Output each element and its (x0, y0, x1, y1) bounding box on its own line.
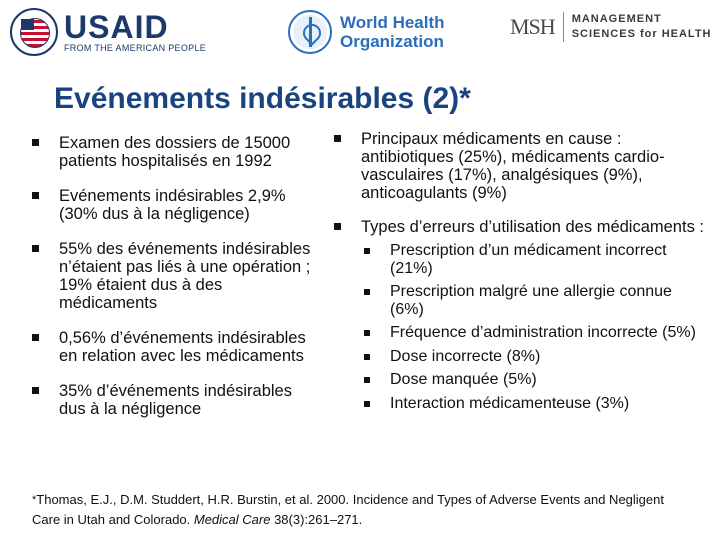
msh-mark: MSH (510, 14, 555, 39)
error-type-item: Fréquence d’administration incorrecte (5%) (362, 324, 707, 342)
msh-logo (510, 12, 712, 42)
footnote-citation: Thomas, E.J., D.M. Studdert, H.R. Burstin, et al. 2000. Incidence and Types of Adverse Events and Negligent Care in Utah and Colorado. (32, 492, 664, 527)
who-logo (288, 10, 445, 54)
slide-title: Evénements indésirables (2)* (54, 82, 471, 115)
error-type-item: Dose incorrecte (8%) (362, 348, 707, 366)
right-column (332, 130, 707, 418)
footnote-journal: Medical Care (193, 512, 271, 527)
usaid-seal-icon (10, 8, 58, 56)
left-bullet: 35% d’événements indésirables dus à la négligence (30, 382, 320, 418)
footnote-marker: * (32, 494, 37, 506)
who-emblem-icon (288, 10, 332, 54)
left-bullet: Evénements indésirables 2,9% (30% dus à la négligence) (30, 187, 320, 223)
usaid-logo (10, 8, 206, 56)
left-bullet: 0,56% d’événements indésirables en relation avec les médicaments (30, 329, 320, 365)
left-bullet: Examen des dossiers de 15000 patients hospitalisés en 1992 (30, 134, 320, 170)
msh-name-line2: SCIENCES for HEALTH (571, 28, 712, 40)
error-type-item: Dose manquée (5%) (362, 371, 707, 389)
error-type-item: Interaction médicamenteuse (3%) (362, 395, 707, 413)
footnote (32, 490, 682, 530)
usaid-tagline: FROM THE AMERICAN PEOPLE (64, 42, 207, 53)
left-bullet: 55% des événements indésirables n’étaient pas liés à une opération ; 19% étaient dus à des médicaments (30, 240, 320, 312)
error-type-item: Prescription malgré une allergie connue (6%) (362, 283, 707, 318)
right-bullet: Principaux médicaments en cause : antibiotiques (25%), médicaments cardio-vasculaires (17%), analgésiques (9%), anticoagulants (9%) (332, 130, 707, 202)
right-bullet: Types d’erreurs d’utilisation des médicaments : (332, 218, 707, 236)
usaid-wordmark: USAID (64, 8, 169, 45)
error-types-list (332, 242, 707, 412)
logo-bar (0, 0, 720, 62)
left-column (30, 134, 320, 435)
error-type-item: Prescription d’un médicament incorrect (21%) (362, 242, 707, 277)
msh-name-line1: MANAGEMENT (571, 13, 662, 25)
who-name-line1: World Health (340, 13, 445, 32)
who-name-line2: Organization (340, 32, 444, 51)
msh-divider (563, 12, 564, 42)
footnote-citation-end: 38(3):261–271. (270, 512, 363, 527)
